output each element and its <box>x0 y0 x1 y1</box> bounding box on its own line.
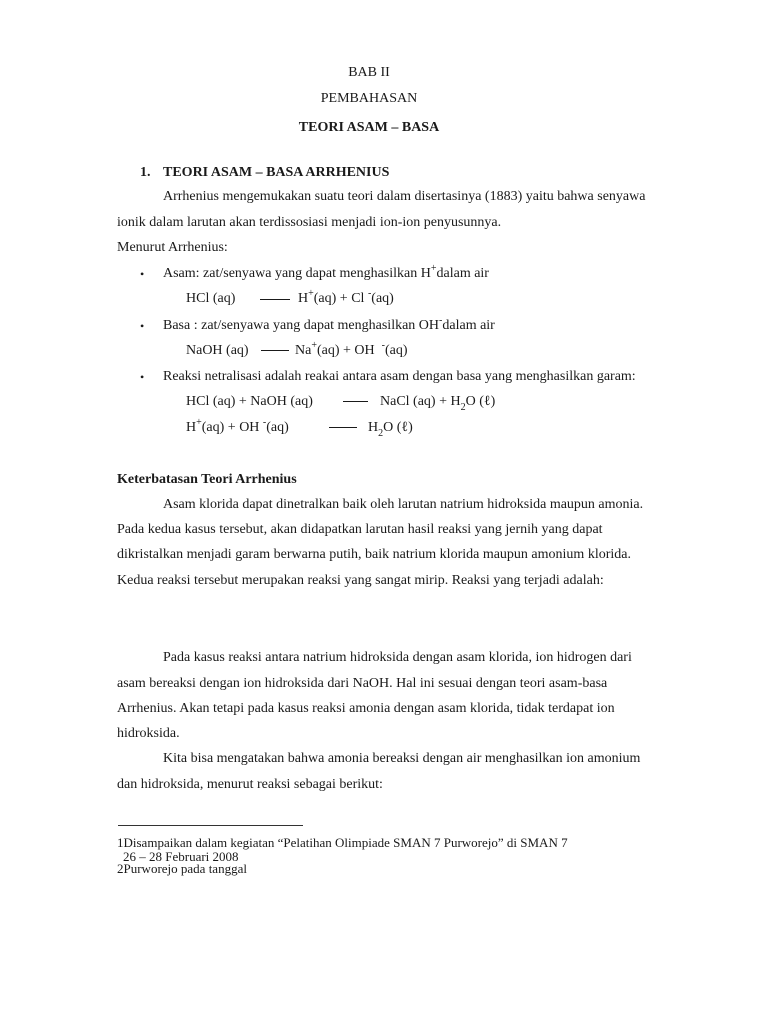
paragraph-line: dikristalkan menjadi garam berwarna putih, baik natrium klorida maupun amonium klorida. <box>117 547 631 562</box>
paragraph-line: Asam klorida dapat dinetralkan baik oleh larutan natrium hidroksida maupun amonia. <box>163 497 644 512</box>
equation-2-right: Na+(aq) + OH -(aq) <box>295 340 408 358</box>
equation-2-left: NaOH (aq) <box>186 343 249 358</box>
intro-line-1: Arrhenius mengemukakan suatu teori dalam disertasinya (1883) yaitu bahwa senyawa <box>163 189 646 204</box>
chapter-subtitle: PEMBAHASAN <box>320 91 418 106</box>
section-number: 1. <box>140 165 151 180</box>
footnote-text: Purworejo pada tanggal <box>123 861 247 876</box>
equation-4-right: $H_2O$ (ℓ) <box>368 420 413 439</box>
paragraph-line: Kedua reaksi tersebut merupakan reaksi yang sangat mirip. Reaksi yang terjadi adalah: <box>117 573 604 588</box>
footnote-number: 2 <box>117 861 124 876</box>
paragraph-line: hidroksida. <box>117 726 180 741</box>
bullet-marker: • <box>140 267 145 281</box>
reaction-arrow <box>261 350 289 351</box>
bullet-tail: dalam air <box>442 318 495 333</box>
bullet-text: Asam: zat/senyawa yang dapat menghasilkan H <box>163 266 431 281</box>
bullet-text: Basa : zat/senyawa yang dapat menghasilkan OH <box>163 318 440 333</box>
intro-line-2: ionik dalam larutan akan terdissosiasi menjadi ion-ion penyusunnya. <box>117 215 502 230</box>
bullet-netralisasi: Reaksi netralisasi adalah reakai antara asam dengan basa yang menghasilkan garam: <box>163 369 636 384</box>
bullet-tail: dalam air <box>436 266 489 281</box>
footnote-1-date: 26 – 28 Februari 2008 <box>123 849 239 864</box>
superscript: + <box>430 263 437 274</box>
footnote-1 <box>117 836 568 849</box>
equation-4-left: H+(aq) + OH -(aq) <box>186 417 289 435</box>
bullet-marker: • <box>140 370 145 384</box>
paragraph-line: dan hidroksida, menurut reaksi sebagai berikut: <box>117 777 383 792</box>
equation-1-right: H+(aq) + Cl -(aq) <box>298 288 394 306</box>
page-title: TEORI ASAM – BASA <box>298 120 440 135</box>
subsection-heading: Keterbatasan Teori Arrhenius <box>117 472 297 487</box>
equation-3-left: HCl (aq) + NaOH (aq) <box>186 394 313 409</box>
equation-3-right: NaCl $(aq) + H_2O$ (ℓ) <box>380 394 496 413</box>
paragraph-line: Kita bisa mengatakan bahwa amonia bereaksi dengan air menghasilkan ion amonium <box>163 751 641 766</box>
footnote-number: 1 <box>117 835 124 850</box>
menurut-label: Menurut Arrhenius: <box>117 240 228 255</box>
section-heading: TEORI ASAM – BASA ARRHENIUS <box>163 165 390 180</box>
reaction-arrow <box>260 299 290 300</box>
paragraph-line: Pada kedua kasus tersebut, akan didapatkan larutan hasil reaksi yang jernih yang dapat <box>117 522 603 537</box>
bullet-marker: • <box>140 319 145 333</box>
chapter-label: BAB II <box>348 65 390 80</box>
paragraph-line: Pada kasus reaksi antara natrium hidroksida dengan asam klorida, ion hidrogen dari <box>163 650 632 665</box>
footnote-separator <box>118 825 303 826</box>
footnote-text: Disampaikan dalam kegiatan “Pelatihan Olimpiade SMAN 7 Purworejo” di SMAN 7 <box>123 835 568 850</box>
footnote-2 <box>117 862 247 875</box>
equation-1-left: HCl (aq) <box>186 291 236 306</box>
paragraph-line: Arrhenius. Akan tetapi pada kasus reaksi amonia dengan asam klorida, tidak terdapat ion <box>117 701 615 716</box>
reaction-arrow <box>329 427 357 428</box>
bullet-asam <box>163 263 489 281</box>
reaction-arrow <box>343 401 368 402</box>
bullet-basa <box>163 315 495 333</box>
paragraph-line: asam bereaksi dengan ion hidroksida dari NaOH. Hal ini sesuai dengan teori asam-basa <box>117 676 608 691</box>
superscript: - <box>439 315 443 326</box>
